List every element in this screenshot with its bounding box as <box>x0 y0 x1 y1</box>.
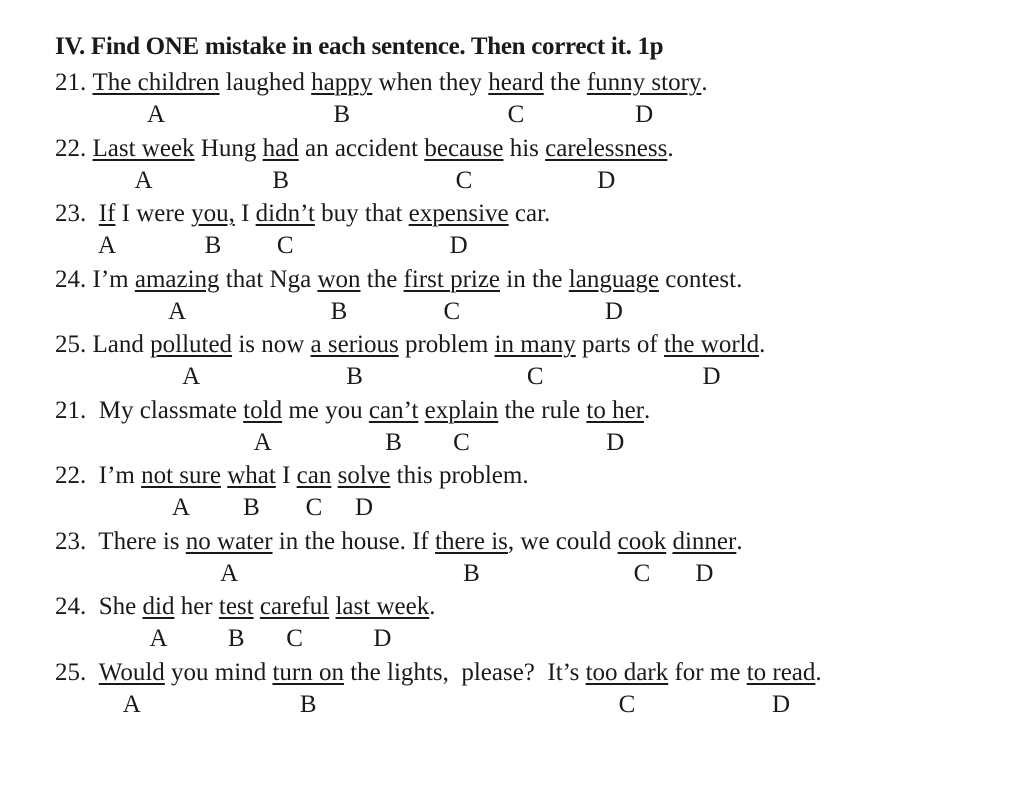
sentence-fragment: . <box>815 658 822 686</box>
underlined-option: not sure <box>141 462 221 489</box>
option-letter-d: D <box>635 101 654 128</box>
underlined-option: language <box>568 265 660 293</box>
sentence-fragment: 21. My classmate <box>55 396 244 424</box>
sentence-fragment: an accident <box>298 134 425 162</box>
sentence-row <box>0 592 1024 652</box>
sentence-fragment: contest. <box>659 265 743 293</box>
sentence-fragment: . <box>736 527 743 555</box>
underlined-option: to read <box>746 658 816 686</box>
underlined-option: first prize <box>403 265 501 293</box>
option-letter-c: C <box>305 494 323 521</box>
sentence-fragment: this problem. <box>390 462 529 489</box>
underlined-option: last week <box>335 593 430 620</box>
sentence-row <box>0 330 1024 390</box>
underlined-option: you, <box>191 200 235 227</box>
sentence-fragment: . <box>667 134 674 162</box>
sentence-fragment: buy that <box>314 200 409 227</box>
option-letter-d: D <box>772 690 791 718</box>
sentence-fragment: 24. I’m <box>55 265 135 293</box>
underlined-option: carelessness <box>545 134 668 162</box>
sentence-fragment: is now <box>232 331 311 358</box>
sentence-row <box>0 658 1024 718</box>
option-letter-b: B <box>272 166 289 194</box>
underlined-option: Last week <box>92 134 195 162</box>
option-letter-d: D <box>604 297 623 325</box>
sentence-fragment: laughed <box>219 69 312 96</box>
underlined-option: had <box>262 134 299 162</box>
underlined-option: can’t <box>368 396 419 424</box>
underlined-option: explain <box>424 396 499 424</box>
option-letter-c: C <box>286 625 303 652</box>
sentence-fragment: 25. Land <box>55 331 151 358</box>
sentence-fragment: . <box>644 396 651 424</box>
sentence-fragment: 21. <box>55 69 93 96</box>
sentence-fragment: that Nga <box>219 265 318 293</box>
option-letter-a: A <box>122 690 141 718</box>
option-letter-c: C <box>507 101 525 128</box>
sentence-fragment: her <box>174 593 219 620</box>
underlined-option: too dark <box>585 658 669 686</box>
underlined-option: dinner <box>672 527 737 555</box>
underlined-option: solve <box>337 462 391 489</box>
option-letter-c: C <box>526 363 544 390</box>
option-letter-b: B <box>463 559 480 587</box>
underlined-option: because <box>424 134 504 162</box>
underlined-option: The children <box>92 69 220 96</box>
option-letter-b: B <box>243 494 260 521</box>
underlined-option: a serious <box>310 331 399 358</box>
option-letter-b: B <box>333 101 351 128</box>
sentence-row <box>0 134 1024 194</box>
underlined-option: turn on <box>272 658 344 686</box>
sentence-fragment: Hung <box>194 134 263 162</box>
sentence-fragment: in the <box>500 265 569 293</box>
option-letter-d: D <box>373 625 392 652</box>
sentence-fragment: 25. <box>55 658 99 686</box>
underlined-option: test <box>218 593 254 620</box>
option-letter-d: D <box>702 363 721 390</box>
option-letter-a: A <box>168 297 187 325</box>
underlined-option: the world <box>663 331 760 358</box>
sentence-row <box>0 396 1024 456</box>
sentence-fragment: . <box>429 593 436 620</box>
option-letter-a: A <box>149 625 168 652</box>
underlined-option: expensive <box>408 200 509 227</box>
option-letter-c: C <box>453 428 470 456</box>
sentence-row <box>0 68 1024 128</box>
underlined-option: didn’t <box>255 200 315 227</box>
sentence-fragment: , we could <box>507 527 618 555</box>
sentence-fragment: I were <box>115 200 192 227</box>
underlined-option: careful <box>259 593 330 620</box>
option-letter-b: B <box>330 297 348 325</box>
sentence-fragment: when they <box>372 69 489 96</box>
option-letter-c: C <box>633 559 651 587</box>
underlined-option: what <box>227 462 276 489</box>
sentence-fragment: the rule <box>498 396 587 424</box>
sentence-fragment: the <box>543 69 587 96</box>
option-letter-a: A <box>146 101 166 128</box>
underlined-option: polluted <box>150 331 233 358</box>
underlined-option: did <box>142 593 175 620</box>
option-letter-b: B <box>299 690 317 718</box>
option-letter-c: C <box>455 166 473 194</box>
sentence-row <box>0 265 1024 325</box>
underlined-option: funny story <box>586 69 702 96</box>
sentence-row <box>0 527 1024 587</box>
option-letter-a: A <box>182 363 201 390</box>
sentence-fragment: I <box>275 462 297 489</box>
sentence-row <box>0 199 1024 259</box>
sentence-fragment: his <box>503 134 546 162</box>
option-letter-d: D <box>597 166 616 194</box>
option-letter-a: A <box>220 559 239 587</box>
sentence-fragment: the lights, please? It’s <box>343 658 586 686</box>
sentence-fragment: . <box>759 331 766 358</box>
sentence-fragment: in the house. If <box>272 527 436 555</box>
underlined-option: amazing <box>134 265 220 293</box>
option-letter-b: B <box>204 232 222 259</box>
underlined-option: to her <box>586 396 645 424</box>
sentence-fragment: 24. She <box>55 593 143 620</box>
underlined-option: happy <box>311 69 373 96</box>
option-letter-d: D <box>606 428 625 456</box>
underlined-option: Would <box>98 658 165 686</box>
option-letter-d: D <box>449 232 468 259</box>
option-letter-a: A <box>134 166 153 194</box>
option-letter-d: D <box>354 494 374 521</box>
option-letter-b: B <box>385 428 402 456</box>
option-letter-c: C <box>618 690 636 718</box>
sentence-fragment: 22. <box>55 134 93 162</box>
underlined-option: told <box>243 396 283 424</box>
sentence-fragment: 23. There is <box>55 527 186 555</box>
sentence-fragment: I <box>234 200 256 227</box>
sentence-fragment: problem <box>398 331 495 358</box>
option-letter-a: A <box>253 428 272 456</box>
sentence-fragment: . <box>701 69 708 96</box>
underlined-option: no water <box>185 527 273 555</box>
sentence-fragment: me you <box>282 396 369 424</box>
sentence-fragment: parts of <box>575 331 664 358</box>
option-letter-b: B <box>227 625 245 652</box>
sentence-fragment: 22. I’m <box>55 462 142 489</box>
sentence-fragment: car. <box>508 200 551 227</box>
option-letter-c: C <box>443 297 461 325</box>
underlined-option: can <box>296 462 332 489</box>
sentence-fragment: 23. <box>55 200 99 227</box>
option-letter-a: A <box>172 494 191 521</box>
option-letter-a: A <box>98 232 117 259</box>
underlined-option: cook <box>617 527 667 555</box>
sentence-fragment: you mind <box>164 658 273 686</box>
option-letter-b: B <box>346 363 363 390</box>
underlined-option: won <box>317 265 361 293</box>
sentence-fragment: for me <box>668 658 747 686</box>
option-letter-c: C <box>276 232 294 259</box>
sentence-fragment: the <box>360 265 404 293</box>
underlined-option: heard <box>488 69 544 96</box>
underlined-option: there is <box>435 527 508 555</box>
exercise-heading: IV. Find ONE mistake in each sentence. Then correct it. 1p <box>55 33 664 60</box>
underlined-option: in many <box>494 331 576 358</box>
option-letter-d: D <box>695 559 714 587</box>
sentence-row <box>0 461 1024 521</box>
underlined-option: If <box>98 200 116 227</box>
